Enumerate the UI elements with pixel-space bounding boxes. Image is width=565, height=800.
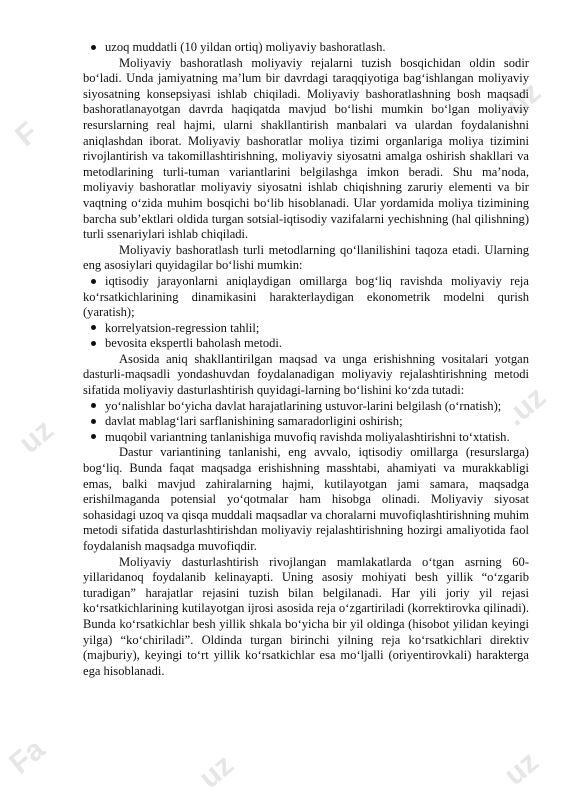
watermark: Fa — [3, 732, 52, 781]
paragraph-text: yo‘nalishlar bo‘yicha davlat harajatlarining ustuvor-larini belgilash (o‘rnatish); — [105, 398, 502, 413]
bullet-icon — [91, 419, 96, 424]
paragraph-text: davlat mablag‘lari sarflanishining samaradorligini oshirish; — [105, 414, 403, 429]
bullet-icon — [91, 341, 96, 346]
watermark: uz — [497, 745, 545, 792]
bullet-icon — [91, 403, 96, 408]
watermark: .uz — [493, 75, 548, 128]
watermark: uz — [12, 413, 60, 460]
paragraph-text: muqobil variantning tanlanishiga muvofiq ravishda moliyalashtirishni to‘xtatish. — [105, 429, 510, 444]
bullet-item — [83, 430, 529, 446]
watermark: .uz — [498, 380, 553, 433]
paragraph: Moliyaviy bashoratlash moliyaviy rejalarni tuzish bosqichidan oldin sodir bo‘ladi. Unda jamiyatning ma’lum bir davrdagi taraqqiyotiga bag‘ishlangan moliyaviy siyosatning konsepsiyasi ishlab chiqiladi. Moliyaviy bashoratlashning bosh maqsadi bashoratlanayotgan davrda haqiqatda mavjud bo‘lishi mumkin bo‘lgan moliyaviy resurslarning real hajmi, ularni shakllantirish manbalari va ulardan foydalanishni aniqlashdan iborat. Moliyaviy bashoratlar moliya tizimi organlariga moliya tizimini rivojlantirish va takomillashtirishning, moliyaviy siyosatni amalga oshirish shakllari va metodlarining turli-tuman variantlarini belgilashga imkon beradi. Shu ma’noda, moliyaviy bashoratlar moliyaviy siyosatni ishlab chiqishning zaruriy elementi va bir vaqtning o‘zida muhim bosqichi bo‘lib hisoblanadi. Ular yordamida moliya tizimining barcha sub’ektlari oldida turgan sotsial-iqtisodiy vazifalarni yechishning (hal qilishning) turli ssenariylari ishlab chiqiladi. — [83, 55, 529, 242]
bullet-item — [83, 414, 529, 430]
bullet-icon — [91, 45, 96, 50]
watermark: F — [9, 116, 45, 154]
bullet-item — [83, 321, 529, 337]
paragraph-text: iqtisodiy jarayonlarni aniqlaydigan omillarga bog‘liq ravishda moliyaviy reja ko‘rsatkichlarining dinamikasini harakterlaydigan ekonometrik modelni qurish (yaratish); — [83, 273, 529, 320]
bullet-icon — [91, 434, 96, 439]
bullet-item — [83, 399, 529, 415]
bullet-item — [83, 274, 529, 321]
paragraph: Moliyaviy dasturlashtirish rivojlangan mamlakatlarda o‘tgan asrning 60-yillaridanoq foydalanib kelinayapti. Uning asosiy mohiyati besh yillik “o‘zgarib turadigan” harajatlar rejasini tuzish bilan belgilanadi. Har yili joriy yil rejasi ko‘rsatkichlarining kutilayotgan ijrosi asosida reja o‘zgartiriladi (korrektirovka qilinadi). Bunda ko‘rsatkichlar besh yillik shkala bo‘yicha bir yil oldinga (hisobot yilidan keyingi yilga) “ko‘chiriladi”. Oldinda turgan birinchi yilning reja ko‘rsatkichlari direktiv (majburiy), keyingi to‘rt yillik ko‘rsatkichlar esa mo‘ljalli (oriyentirovkali) harakterga ega hisoblanadi. — [83, 554, 529, 678]
paragraph: Asosida aniq shakllantirilgan maqsad va unga erishishning vositalari yotgan dasturli-maqsadli yondashuvdan foydalanadigan moliyaviy rejalashtirishning metodi sifatida moliyaviy dasturlashtirish quyidagi-larning bo‘lishini ko‘zda tutadi: — [83, 351, 529, 398]
paragraph-text: uzoq muddatli (10 yildan ortiq) moliyaviy bashoratlash. — [105, 40, 386, 54]
bullet-icon — [91, 279, 96, 284]
paragraph-text: bevosita ekspertli baholash metodi. — [105, 336, 283, 351]
bullet-icon — [91, 325, 96, 330]
bullet-item — [83, 40, 529, 56]
paragraph: Moliyaviy bashoratlash turli metodlarning qo‘llanilishini taqoza etadi. Ularning eng asosiylari quyidagilar bo‘lishi mumkin: — [83, 242, 529, 273]
paragraph: Dastur variantining tanlanishi, eng avvalo, iqtisodiy omillarga (resurslarga) bog‘liq. Bunda faqat maqsadga erishishning masshtabi, ahamiyati va murakkabligi emas, balki mavjud zahiralarning hajmi, kutilayotgan jami samara, maqsadga erishilmaganda potensial yo‘qotmalar ham hisobga olinadi. Moliyaviy siyosat sohasidagi uzoq va qisqa muddali maqsadlar va choralarni muvofiqlashtirishning muhim metodi sifatida dasturlashtirishdan moliyaviy rejalashtirishning hozirgi amaliyotida faol foydalanish maqsadga muvofiqdir. — [83, 445, 529, 553]
document-body — [83, 40, 529, 679]
watermark: uz — [192, 748, 240, 795]
bullet-item — [83, 336, 529, 352]
paragraph-text: korrelyatsion-regression tahlil; — [105, 320, 260, 335]
